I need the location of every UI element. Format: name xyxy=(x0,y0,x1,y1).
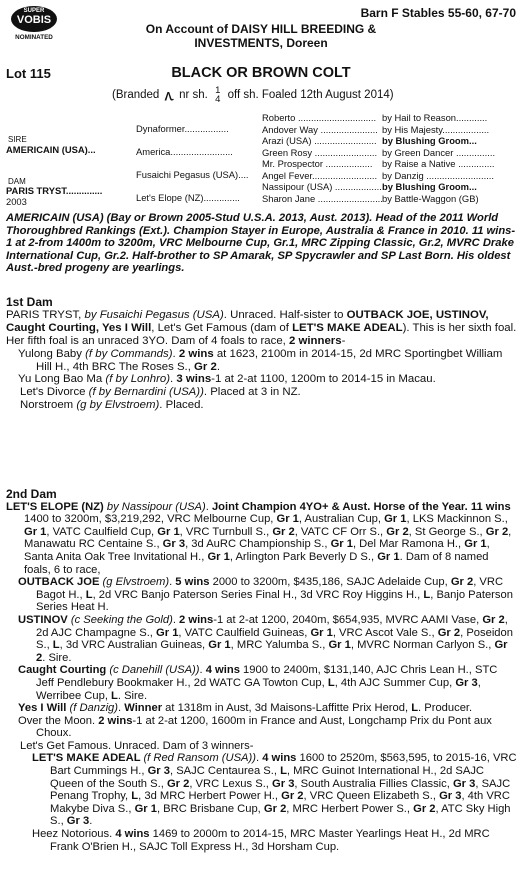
gg-name-5: Mr. Prospector .................. xyxy=(262,158,373,169)
brand-denominator: 4 xyxy=(215,94,221,105)
sire-dam: America........................ xyxy=(136,146,233,157)
gg-name-1: Roberto .............................. xyxy=(262,112,377,123)
gg-sire-8: by Battle-Waggon (GB) xyxy=(382,192,479,204)
brand-fraction xyxy=(215,86,220,104)
gg-sire-6: by Danzig .......................... xyxy=(382,169,495,181)
grandprogeny-heez-notorious: Heez Notorious. 4 wins 1469 to 2000m to 2014-15, MRC Master Yearlings Heat H., 2d MRC Frank O'Brien H., SAJC Toll Express H., 3d Horsham Cup. xyxy=(32,828,490,853)
gg-sire-5: by Raise a Native .............. xyxy=(382,158,495,169)
dam-label: DAM xyxy=(8,177,26,186)
sire-sire: Dynaformer................. xyxy=(136,123,229,134)
foal-norstroem: Norstroem (g by Elvstroem). Placed. xyxy=(20,399,204,412)
progeny-caught-courting: Caught Courting (c Danehill (USA)). 4 wins 1900 to 2400m, $131,140, AJC Chris Lean H., STC Jeff Pendlebury Bookmaker H., 2d WATC GA Towton Cup, L, 4th AJC Summer Cup, Gr 3, Werribee Cup, L. Sire. xyxy=(18,664,498,702)
foal-yulong-baby: Yulong Baby (f by Commands). 2 wins at 1623, 2100m in 2014-15, 2d MRC Sportingbet William Hill H., 4th BRC The Roses S., Gr 2. xyxy=(18,347,503,373)
foal-lets-divorce: Let's Divorce (f by Bernardini (USA)). Placed at 3 in NZ. xyxy=(20,386,301,399)
second-dam-heading: 2nd Dam xyxy=(6,487,57,501)
gg-name-8: Sharon Jane ......................... xyxy=(262,192,383,204)
svg-text:NOMINATED: NOMINATED xyxy=(15,34,53,41)
brand-mark-icon: Ѵ xyxy=(164,89,174,102)
svg-text:SUPER: SUPER xyxy=(23,8,45,14)
brand-post: off sh. Foaled 12th August 2014) xyxy=(227,89,394,102)
sire-name: AMERICAIN (USA)... xyxy=(6,144,96,155)
dam-paris-tryst: PARIS TRYST, by Fusaichi Pegasus (USA). Unraced. Half-sister to OUTBACK JOE, USTINOV, Caught Courting, Yes I Will, Let's Get Famous (dam of LET'S MAKE ADEAL). This is her sixth foal. Her fifth foal is an unraced 3YO. Dam of 4 foals to race, 2 winners- xyxy=(6,308,517,347)
svg-text:VOBIS: VOBIS xyxy=(16,14,52,26)
dam-sire: Fusaichi Pegasus (USA).... xyxy=(136,169,249,180)
gg-name-6: Angel Fever......................... xyxy=(262,169,378,181)
second-dam-section xyxy=(6,488,518,853)
progeny-lets-get-famous: Let's Get Famous. Unraced. Dam of 3 winners- xyxy=(20,739,254,752)
sire-label: SIRE xyxy=(8,135,27,144)
account-line-2: INVESTMENTS, Doreen xyxy=(194,36,328,50)
grandprogeny-lets-make-adeal: LET'S MAKE ADEAL (f Red Ransom (USA)). 4 wins 1600 to 2520m, $563,595, to 2015-16, VRC Bart Cummings H., Gr 3, SAJC Centaurea S., L, MRC Guinot International H., 2d SAJC Queen of the South S., Gr 2, VRC Lexus S., Gr 3, South Australia Fillies Classic, Gr 3, SAJC Penang Trophy, L, 3d MRC Herbert Power H., Gr 2, VRC Queen Elizabeth S., Gr 3, 4th VRC Makybe Diva S., Gr 1, BRC Brisbane Cup, Gr 2, MRC Herbert Power S., Gr 2, ATC Sky High S., Gr 3. xyxy=(32,752,517,828)
brand-numerator: 1 xyxy=(215,85,221,96)
gg-name-7: Nassipour (USA) .................. xyxy=(262,181,382,192)
gg-sire-4: by Green Dancer ............... xyxy=(382,146,496,158)
gg-sire-1: by Hail to Reason............ xyxy=(382,112,488,123)
first-dam-heading: 1st Dam xyxy=(6,295,53,309)
lot-number: Lot 115 xyxy=(6,66,51,81)
dam-name: PARIS TRYST.............. xyxy=(6,185,103,196)
progeny-outback-joe: OUTBACK JOE (g Elvstroem). 5 wins 2000 to 3200m, $435,186, SAJC Adelaide Cup, Gr 2, VRC Bagot H., L, 2d VRC Banjo Paterson Series Final H., 3d VRC Roy Higgins H., L, Banjo Paterson Series Heat H. xyxy=(18,576,513,614)
progeny-ustinov: USTINOV (c Seeking the Gold). 2 wins-1 at 2-at 1200, 2040m, $654,935, MVRC AAMI Vase, Gr 2, 2d AJC Champagne S., Gr 1, VATC Caulfield Guineas, Gr 1, VRC Ascot Vale S., Gr 2, Poseidon S., L, 3d VRC Australian Guineas, Gr 1, MRC Yalumba S., Gr 1, MVRC Norman Carlyon S., Gr 2. Sire. xyxy=(18,613,513,664)
gg-name-3: Arazi (USA) ........................ xyxy=(262,135,377,146)
lot-title: BLACK OR BROWN COLT xyxy=(171,65,351,81)
foal-yu-long-bao-ma: Yu Long Bao Ma (f by Lonhro). 3 wins-1 at 2-at 1100, 1200m to 2014-15 in Macau. xyxy=(18,373,436,386)
account-line-1: On Account of DAISY HILL BREEDING & xyxy=(145,22,377,36)
first-dam-section xyxy=(6,296,518,412)
brand-line xyxy=(112,86,394,104)
dam-dam: Let's Elope (NZ).............. xyxy=(136,192,240,203)
brand-pre: (Branded xyxy=(112,89,160,102)
sire-summary: AMERICAIN (USA) (Bay or Brown 2005-Stud U.S.A. 2013, Aust. 2013). Head of the 2011 World Thoroughbred Rankings (Ext.). Champion Stayer in Europe, Australia & France in 2010. 11 wins-1 at 2-from 1400m to 3200m, VRC Melbourne Cup, Gr.1, MRC Zipping Classic, Gr.2, MVRC Drake International Cup, Gr.2. Half-brother to SP Amarak, SP Spycrawler and SP Last Born. His oldest Aust.-bred progeny are yearlings. xyxy=(6,212,516,275)
gg-sire-2: by His Majesty.................. xyxy=(382,123,490,135)
dam-year: 2003 xyxy=(6,196,27,207)
gg-sire-3: by Blushing Groom... xyxy=(382,135,477,146)
progeny-yes-i-will: Yes I Will (f Danzig). Winner at 1318m in Aust, 3d Maisons-Laffitte Prix Herod, L. Producer. xyxy=(18,702,473,715)
barn-location: Barn F Stables 55-60, 67-70 xyxy=(360,6,516,20)
dam-lets-elope: LET'S ELOPE (NZ) by Nassipour (USA). Joint Champion 4YO+ & Aust. Horse of the Year. 11 wins 1400 to 3200m, $3,219,292, VRC Melbourne Cup, Gr 1, Australian Cup, Gr 1, LKS Mackinnon S., Gr 1, VATC Caulfield Cup, Gr 1, VRC Turnbull S., Gr 2, VATC CF Orr S., Gr 2, St George S., Gr 2, Manawatu RC Centaine S., Gr 3, 3d AuRC Championship S., Gr 1, Del Mar Ramona H., Gr 1, Santa Anita Oak Tree Invitational H., Gr 1, Arlington Park Beverly D S., Gr 1. Dam of 8 named foals, 6 to race, xyxy=(6,500,512,576)
gg-name-4: Green Rosy ........................ xyxy=(262,146,378,158)
progeny-over-the-moon: Over the Moon. 2 wins-1 at 2-at 1200, 1600m in France and Aust, Longchamp Prix du Pont aux Choux. xyxy=(18,714,492,740)
gg-name-2: Andover Way ...................... xyxy=(262,123,378,135)
pedigree-table xyxy=(0,112,522,208)
brand-mid: nr sh. xyxy=(179,89,208,102)
gg-sire-7: by Blushing Groom... xyxy=(382,181,477,192)
